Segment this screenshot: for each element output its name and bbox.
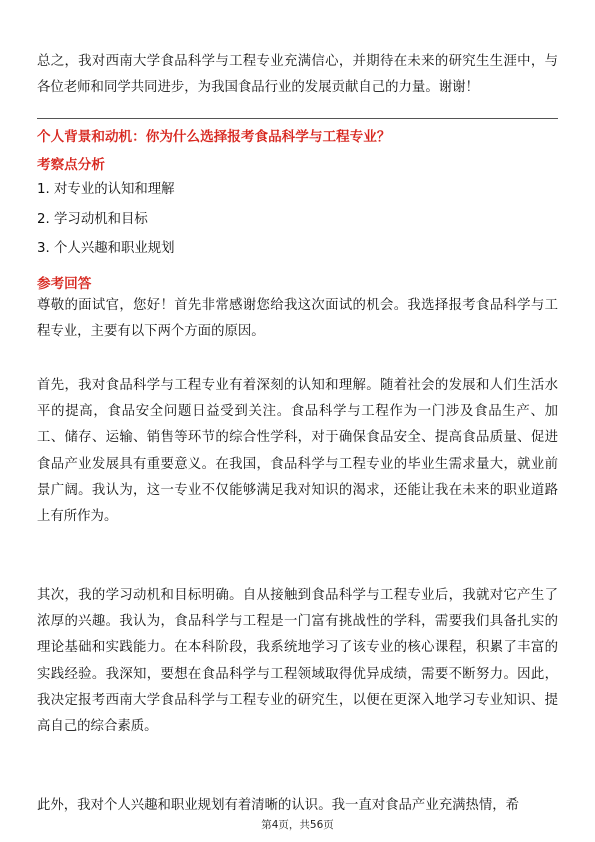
list-item: 2. 学习动机和目标 [37, 211, 148, 227]
closing-paragraph: 总之，我对西南大学食品科学与工程专业充满信心，并期待在未来的研究生生涯中，与各位老师和同学共同进步，为我国食品行业的发展贡献自己的力量。谢谢！ [37, 54, 558, 96]
analysis-points-list [37, 180, 175, 269]
question-title: 个人背景和动机：你为什么选择报考食品科学与工程专业？ [37, 129, 391, 145]
analysis-heading: 考察点分析 [37, 157, 105, 173]
answer-paragraph-3: 其次，我的学习动机和目标明确。自从接触到食品科学与工程专业后，我就对它产生了浓厚的兴趣。我认为，食品科学与工程是一门富有挑战性的学科，需要我们具备扎实的理论基础和实践能力。在本科阶段，我系统地学习了该专业的核心课程，积累了丰富的实践经验。我深知，要想在食品科学与工程领域取得优异成绩，需要不断努力。因此，我决定报考西南大学食品科学与工程专业的研究生，以便在更深入地学习专业知识、提高自己的综合素质。 [37, 588, 558, 735]
answer-paragraph-1: 尊敬的面试官，您好！首先非常感谢您给我这次面试的机会。我选择报考食品科学与工程专业，主要有以下两个方面的原因。 [37, 298, 558, 340]
list-item: 3. 个人兴趣和职业规划 [37, 241, 175, 256]
answer-heading: 参考回答 [37, 276, 92, 292]
answer-paragraph-2: 首先，我对食品科学与工程专业有着深刻的认知和理解。随着社会的发展和人们生活水平的提高，食品安全问题日益受到关注。食品科学与工程作为一门涉及食品生产、加工、储存、运输、销售等环节的综合性学科，对于确保食品安全、提高食品质量、促进食品产业发展具有重要意义。在我国，食品科学与工程专业的毕业生需求量大，就业前景广阔。我认为，这一专业不仅能够满足我对知识的渴求，还能让我在未来的职业道路上有所作为。 [37, 378, 558, 525]
list-item: 1. 对专业的认知和理解 [37, 182, 175, 197]
page-number-footer: 第4页，共56页 [261, 819, 334, 831]
answer-paragraph-4: 此外，我对个人兴趣和职业规划有着清晰的认识。我一直对食品产业充满热情，希 [37, 798, 520, 813]
section-divider [37, 118, 558, 119]
